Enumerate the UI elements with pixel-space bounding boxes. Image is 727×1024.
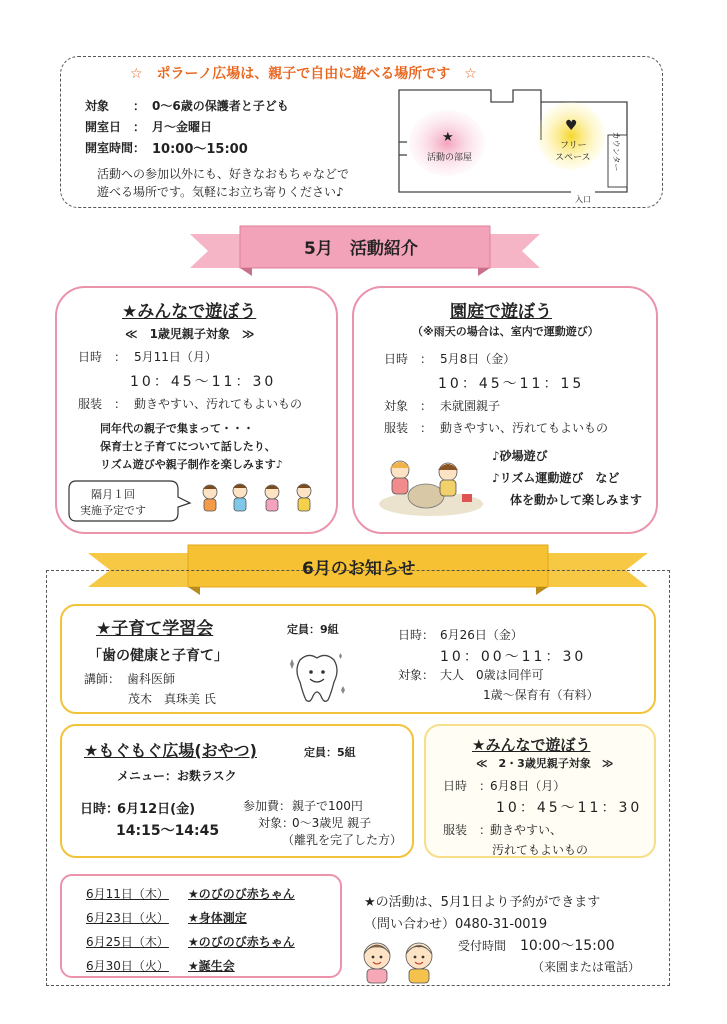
map-room-label: 活動の部屋 [427,153,473,163]
may-left-title: ★みんなで遊ぼう [122,302,257,322]
tooth-icon [286,650,348,706]
snack-date-value: 6月12日(金) [117,802,196,817]
schedule-event: ★誕生会 [188,959,235,973]
intro-label-target: 対象 ： [85,99,146,113]
snack-date-label: 日時： [80,802,120,817]
study-target-label: 対象： [398,668,435,682]
play-date-label: 日時 ： [443,779,492,793]
schedule-date: 6月23日（火） [86,911,169,925]
study-topic: 「歯の健康と子育て」 [88,648,228,664]
may-right-target-label: 対象 ： [384,399,433,413]
may-left-dress-value: 動きやすい、汚れてもよいもの [134,397,303,411]
intro-value-days: 月〜金曜日 [152,120,213,134]
may-left-dress-label: 服装 ： [78,397,127,411]
play-time-value: 10：45〜11：30 [496,800,643,816]
star-icon: ★ [442,130,454,145]
intro-value-hours: 10:00〜15:00 [152,142,248,157]
play-date-value: 6月8日（月） [490,779,566,793]
study-date-label: 日時： [398,628,435,642]
may-left-desc-3: リズム遊びや親子制作を楽しみます♪ [100,458,283,471]
study-lecturer-name: 茂木 真珠美 氏 [128,692,216,706]
notice-hours-value: 10:00〜15:00 [520,938,615,954]
may-right-date-label: 日時 ： [384,352,433,366]
may-right-dress-label: 服装 ： [384,421,433,435]
intro-label-days: 開室日 ： [85,120,146,134]
schedule-date: 6月11日（木） [86,887,169,901]
map-free-label-2: スペース [555,153,591,163]
snack-fee-label: 参加費： [243,799,292,813]
may-right-date-value: 5月8日（金） [440,352,516,366]
play-dress-label: 服装 ： [443,823,492,837]
may-right-subtitle: （※雨天の場合は、室内で運動遊び） [412,325,599,338]
study-capacity: 定員：9組 [287,623,339,636]
schedule-date: 6月25日（木） [86,935,169,949]
schedule-date: 6月30日（火） [86,959,169,973]
map-counter-label: カウンター [611,131,621,172]
snack-capacity: 定員：5組 [304,746,356,759]
may-left-time-value: 10：45〜11：30 [130,374,277,390]
may-left-desc-2: 保育士と子育てについて話したり、 [100,440,276,453]
may-banner: 5月 活動紹介 [304,239,418,259]
sandbox-illustration [376,452,486,518]
intro-title: ☆ ポラーノ広場は、親子で自由に遊べる場所です ☆ [130,66,477,82]
snack-menu: メニュー：お麩ラスク [117,769,237,783]
may-right-activity-2: ♪リズム運動遊び など [492,471,620,485]
snack-target-value: 0〜3歳児 親子 [292,816,372,830]
may-left-subtitle: ≪ 1歳児親子対象 ≫ [125,327,255,341]
notice-hours-label: 受付時間 [458,939,507,953]
intro-value-target: 0〜6歳の保護者と子ども [152,99,289,113]
study-lecturer-role: 歯科医師 [127,672,176,686]
play-title: ★みんなで遊ぼう [472,736,591,754]
may-left-desc-1: 同年代の親子で集まって・・・ [100,422,254,435]
study-date-value: 6月26日（金） [440,628,523,642]
study-lecturer-label: 講師： [84,672,121,686]
study-time-value: 10：00〜11：30 [440,649,587,665]
intro-note-1: 活動への参加以外にも、好きなおもちゃなどで [97,167,350,181]
may-left-date-value: 5月11日（月） [134,350,217,364]
june-banner: 6月のお知らせ [302,559,416,579]
may-left-bubble-1: 隔月１回 [91,488,135,501]
study-title: ★子育て学習会 [96,619,214,639]
may-right-time-value: 10：45〜11：15 [438,376,585,392]
map-free-label-1: フリー [560,141,587,151]
may-right-dress-value: 動きやすい、汚れてもよいもの [440,421,609,435]
may-right-activity-3: 体を動かして楽しみます [510,493,643,507]
heart-icon: ♥ [565,118,578,134]
children-illustration [196,480,326,520]
play-subtitle: ≪ 2・3歳児親子対象 ≫ [476,757,614,770]
two-children-illustration [355,936,445,984]
play-dress-value-2: 汚れてもよいもの [492,843,589,857]
notice-line-2: （問い合わせ）0480-31-0019 [364,917,548,932]
may-right-target-value: 未就園親子 [440,399,501,413]
snack-title: ★もぐもぐ広場(おやつ) [84,741,257,760]
snack-fee-value: 親子で100円 [292,799,363,813]
notice-line-1: ★の活動は、5月1日より予約ができます [364,895,601,910]
may-right-title: 園庭で遊ぼう [450,302,552,322]
study-target-value: 大人 0歳は同伴可 [440,668,544,682]
schedule-event: ★身体測定 [188,911,247,925]
schedule-event: ★のびのび赤ちゃん [188,935,295,949]
map-entrance-label: 入口 [575,195,591,204]
play-dress-value: 動きやすい、 [490,823,563,837]
snack-target-note: （離乳を完了した方） [282,833,403,847]
intro-label-hours: 開室時間： [85,141,146,155]
snack-time-value: 14:15〜14:45 [116,823,220,839]
may-right-activity-1: ♪砂場遊び [492,449,548,463]
intro-note-2: 遊べる場所です。気軽にお立ち寄りください♪ [97,185,344,199]
schedule-event: ★のびのび赤ちゃん [188,887,295,901]
snack-target-label: 対象： [258,816,295,830]
may-left-bubble-2: 実施予定です [80,504,146,517]
may-left-date-label: 日時 ： [78,350,127,364]
notice-method: （来園または電話） [532,960,641,974]
study-target-value-2: 1歳〜保育有（有料） [483,688,599,702]
